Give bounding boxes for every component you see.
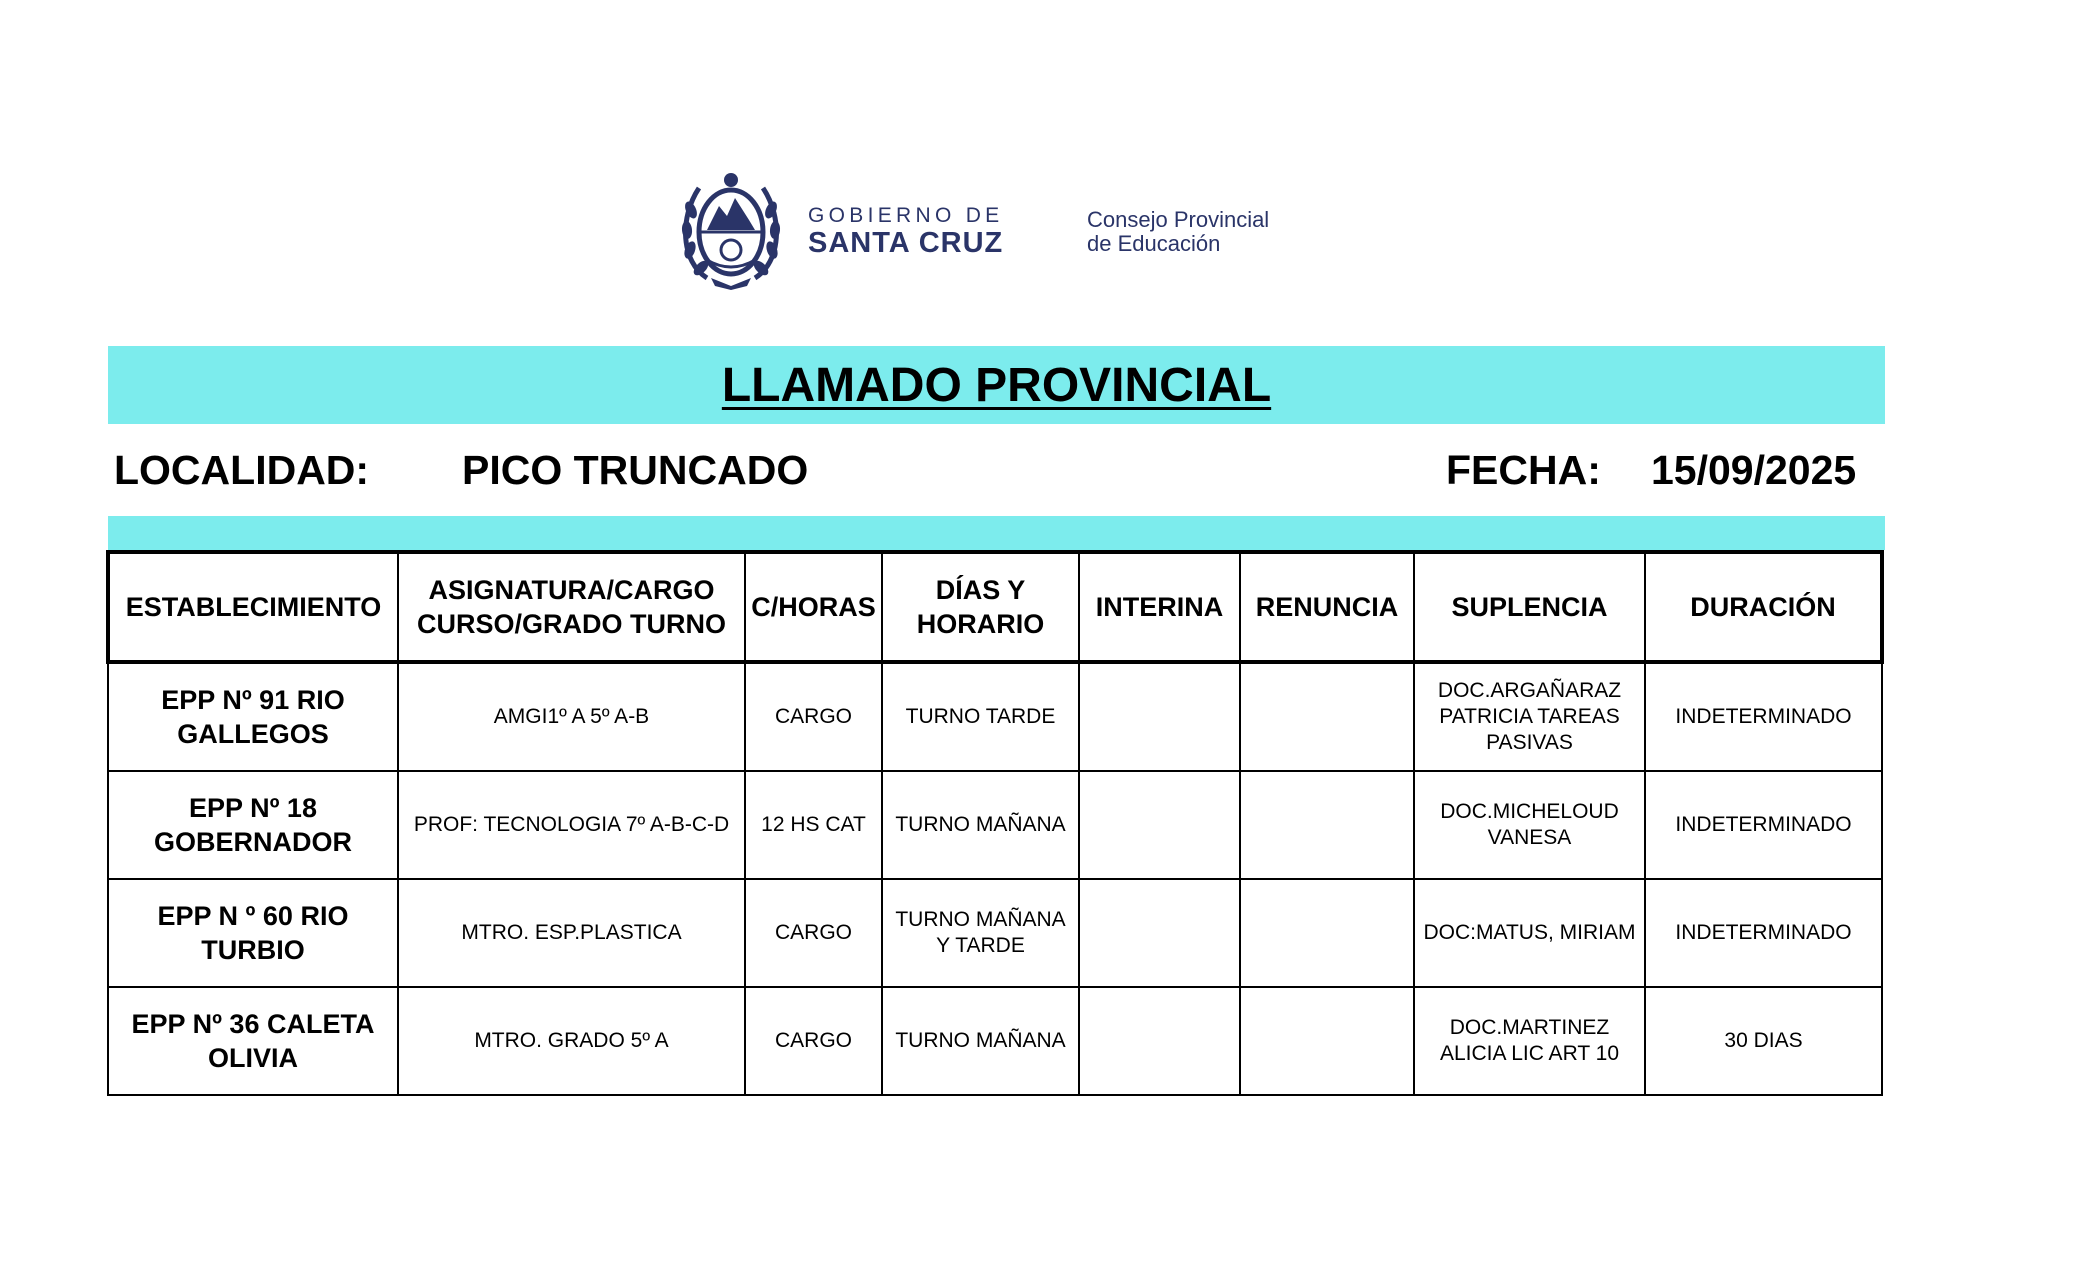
- consejo-logo-text: [1087, 208, 1269, 256]
- page-title: LLAMADO PROVINCIAL: [721, 359, 1272, 412]
- cell-interina: [1079, 662, 1240, 771]
- cell-horas: CARGO: [745, 879, 882, 987]
- table-row: [108, 879, 1882, 987]
- cell-suplencia: DOC.ARGAÑARAZ PATRICIA TAREAS PASIVAS: [1414, 662, 1645, 771]
- cell-renuncia: [1240, 879, 1414, 987]
- cell-establecimiento: EPP N º 60 RIO TURBIO: [108, 879, 398, 987]
- cell-establecimiento: EPP Nº 18 GOBERNADOR: [108, 771, 398, 879]
- cell-establecimiento: EPP Nº 91 RIO GALLEGOS: [108, 662, 398, 771]
- header-asignatura: ASIGNATURA/CARGO CURSO/GRADO TURNO: [398, 552, 745, 662]
- cell-dias: TURNO MAÑANA: [882, 771, 1079, 879]
- title-band: [108, 346, 1885, 424]
- cell-dias: TURNO TARDE: [882, 662, 1079, 771]
- table-header-row: [108, 552, 1882, 662]
- cell-dias: TURNO MAÑANA: [882, 987, 1079, 1095]
- cell-suplencia: DOC.MICHELOUD VANESA: [1414, 771, 1645, 879]
- cell-horas: CARGO: [745, 987, 882, 1095]
- table-row: [108, 771, 1882, 879]
- cell-renuncia: [1240, 662, 1414, 771]
- santa-cruz-line: SANTA CRUZ: [808, 227, 1004, 259]
- cell-interina: [1079, 879, 1240, 987]
- consejo-line: Consejo Provincial: [1087, 207, 1270, 232]
- vacancies-table: [106, 550, 1884, 1096]
- localidad-label: LOCALIDAD:: [114, 447, 370, 493]
- cell-duracion: 30 DIAS: [1645, 987, 1882, 1095]
- header-interina: INTERINA: [1079, 552, 1240, 662]
- educacion-line: de Educación: [1087, 231, 1221, 256]
- cell-duracion: INDETERMINADO: [1645, 879, 1882, 987]
- header-horas: C/HORAS: [745, 552, 882, 662]
- table-row: [108, 662, 1882, 771]
- cell-renuncia: [1240, 987, 1414, 1095]
- fecha-value: 15/09/2025: [1651, 447, 1857, 493]
- separator-band: [108, 516, 1885, 550]
- header-renuncia: RENUNCIA: [1240, 552, 1414, 662]
- cell-interina: [1079, 987, 1240, 1095]
- header-suplencia: SUPLENCIA: [1414, 552, 1645, 662]
- cell-asignatura: MTRO. GRADO 5º A: [398, 987, 745, 1095]
- cell-suplencia: DOC:MATUS, MIRIAM: [1414, 879, 1645, 987]
- header-establecimiento: ESTABLECIMIENTO: [108, 552, 398, 662]
- cell-renuncia: [1240, 771, 1414, 879]
- cell-duracion: INDETERMINADO: [1645, 662, 1882, 771]
- cell-asignatura: PROF: TECNOLOGIA 7º A-B-C-D: [398, 771, 745, 879]
- santa-cruz-coat-of-arms-icon: [677, 170, 785, 290]
- cell-horas: CARGO: [745, 662, 882, 771]
- cell-establecimiento: EPP Nº 36 CALETA OLIVIA: [108, 987, 398, 1095]
- header-logos: [677, 170, 1317, 295]
- cell-asignatura: MTRO. ESP.PLASTICA: [398, 879, 745, 987]
- header-duracion: DURACIÓN: [1645, 552, 1882, 662]
- gobierno-logo-text: [808, 204, 1004, 258]
- table-row: [108, 987, 1882, 1095]
- fecha-label: FECHA:: [1446, 447, 1601, 493]
- gobierno-line: GOBIERNO DE: [808, 204, 1004, 227]
- cell-asignatura: AMGI1º A 5º A-B: [398, 662, 745, 771]
- cell-interina: [1079, 771, 1240, 879]
- cell-suplencia: DOC.MARTINEZ ALICIA LIC ART 10: [1414, 987, 1645, 1095]
- cell-dias: TURNO MAÑANA Y TARDE: [882, 879, 1079, 987]
- header-dias: DÍAS Y HORARIO: [882, 552, 1079, 662]
- cell-duracion: INDETERMINADO: [1645, 771, 1882, 879]
- localidad-value: PICO TRUNCADO: [462, 447, 809, 493]
- cell-horas: 12 HS CAT: [745, 771, 882, 879]
